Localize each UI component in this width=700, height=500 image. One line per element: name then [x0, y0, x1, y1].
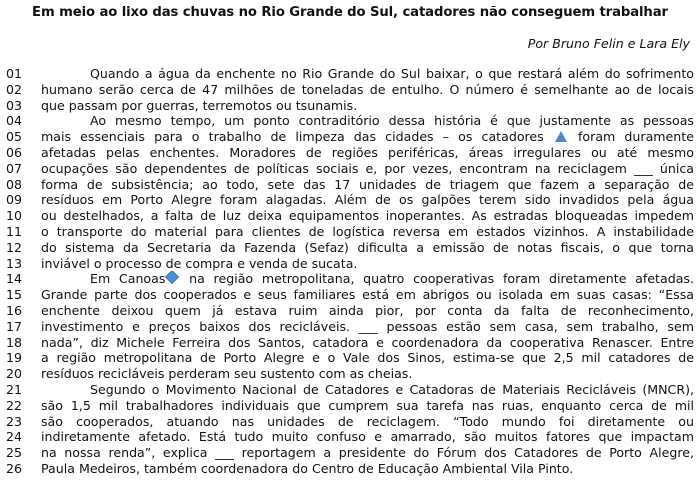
text-line: [0, 66, 700, 82]
line-number: 14: [6, 271, 23, 287]
text-line: [0, 319, 700, 335]
line-number: 09: [6, 192, 23, 208]
text-line: [0, 145, 700, 161]
line-number: 21: [6, 381, 23, 397]
text-line: [0, 177, 700, 193]
line-number: 19: [6, 350, 23, 366]
line-number: 05: [6, 129, 23, 145]
text-line: [0, 461, 700, 477]
line-number: 24: [6, 429, 23, 445]
line-number: 25: [6, 445, 23, 461]
text-line: [0, 398, 700, 414]
line-text: Paula Medeiros, também coordenadora do Centro de Educação Ambiental Vila Pinto.: [41, 460, 574, 476]
text-line: [0, 271, 700, 287]
text-line: [0, 414, 700, 430]
line-text: do sistema da Secretaria da Fazenda (Sefaz) dificulta a emissão de notas fiscais, o que torna: [41, 239, 694, 255]
line-text: inviável o processo de compra e venda de sucata.: [41, 255, 358, 271]
text-line: [0, 224, 700, 240]
line-number: 17: [6, 318, 23, 334]
text-line: [0, 366, 700, 382]
line-number: 20: [6, 366, 23, 382]
line-text: nada”, diz Michele Ferreira dos Santos, catadora e coordenadora da cooperativa Renascer. Entre: [41, 334, 694, 350]
line-text-before: mais essenciais para o trabalho de limpeza das cidades – os catadores: [41, 129, 544, 145]
line-text: indiretamente afetado. Está tudo muito confuso e amarrado, são muitos fatores que impactam: [41, 429, 694, 445]
diamond-icon: [165, 271, 179, 284]
line-text: Ao mesmo tempo, um ponto contraditório dessa história é que justamente as pessoas: [90, 113, 694, 129]
line-text: Quando a água da enchente no Rio Grande do Sul baixar, o que restará além do sofrimento: [90, 66, 694, 81]
article-title: Em meio ao lixo das chuvas no Rio Grande do Sul, catadores não conseguem trabalhar: [32, 5, 668, 20]
line-text: são cooperados, atuando nas unidades de reciclagem. “Todo mundo foi diretamente ou: [41, 413, 694, 429]
line-text: Grande parte dos cooperados e seus familiares está em abrigos ou isolada em suas casas: “Essa: [41, 287, 694, 303]
line-number: 15: [6, 287, 23, 303]
line-number: 26: [6, 460, 23, 476]
text-line: [0, 82, 700, 98]
text-line: [0, 208, 700, 224]
line-number: 04: [6, 113, 23, 129]
line-number: 08: [6, 176, 23, 192]
text-line: [0, 445, 700, 461]
article-body: [0, 66, 700, 477]
line-number: 13: [6, 255, 23, 271]
text-line: [0, 335, 700, 351]
text-line: [0, 240, 700, 256]
line-number: 07: [6, 160, 23, 176]
line-text: afetadas pelas enchentes. Moradores de regiões periféricas, áreas irregulares ou até mesmo: [41, 144, 694, 160]
line-text: são 1,5 mil trabalhadores individuais que cumprem sua tarefa nas ruas, enquanto cerca de mil: [41, 397, 694, 413]
line-number: 12: [6, 239, 23, 255]
line-text: o transporte do material para clientes de logística reversa em estados vizinhos. A instabilidade: [41, 223, 694, 239]
line-number: 11: [6, 223, 23, 239]
line-number: 18: [6, 334, 23, 350]
line-text: forma de subsistência; ao todo, sete das 17 unidades de triagem que fazem a separação de: [41, 176, 694, 192]
line-text-after: na região metropolitana, quatro cooperativas foram diretamente afetadas.: [189, 271, 694, 287]
line-number: 23: [6, 413, 23, 429]
line-number: 03: [6, 97, 23, 113]
line-number: 16: [6, 302, 23, 318]
line-text: ocupações são dependentes de políticas sociais e, por vezes, encontram na reciclagem ___ única: [41, 160, 694, 176]
text-line: [0, 350, 700, 366]
line-text: ou destelhados, a falta de luz deixa equipamentos inoperantes. As estradas bloqueadas impedem: [41, 208, 694, 224]
line-text: [41, 271, 694, 287]
text-line: [0, 256, 700, 272]
text-line: [0, 161, 700, 177]
line-text-before: Em Canoas: [90, 271, 166, 287]
text-line: [0, 382, 700, 398]
line-text: que passam por guerras, terremotos ou tsunamis.: [41, 97, 358, 113]
line-text: enchente deixou quem já estava ruim ainda pior, por conta da falta de reconhecimento,: [41, 302, 694, 318]
article-byline: Por Bruno Felin e Lara Ely: [527, 36, 690, 51]
text-line: [0, 98, 700, 114]
line-number: 02: [6, 81, 23, 97]
triangle-icon: [555, 131, 567, 142]
text-line: [0, 192, 700, 208]
line-text: Segundo o Movimento Nacional de Catadores e Catadoras de Materiais Recicláveis (MNCR),: [90, 381, 694, 397]
text-line: [0, 287, 700, 303]
line-text: na nossa renda”, explica ___ reportagem a presidente do Fórum dos Catadores de Porto Alegre,: [41, 445, 694, 461]
line-number: 06: [6, 144, 23, 160]
line-text: investimento e preços baixos dos recicláveis. ___ pessoas estão sem casa, sem trabalho, sem: [41, 318, 694, 334]
text-line: [0, 303, 700, 319]
line-text: [41, 129, 694, 145]
line-text: resíduos em Porto Alegre foram alagadas. Além de os galpões terem sido invadidos pela água: [41, 192, 694, 208]
line-number: 01: [6, 66, 23, 81]
line-text: a região metropolitana de Porto Alegre e o Vale dos Sinos, estima-se que 2,5 mil catadores de: [41, 350, 694, 366]
line-text: resíduos recicláveis perderam seu sustento com as cheias.: [41, 366, 413, 382]
line-text: humano serão cerca de 47 milhões de toneladas de entulho. O número é semelhante ao de locais: [41, 81, 694, 97]
line-text-after: foram duramente: [578, 129, 694, 145]
text-line: [0, 113, 700, 129]
text-line: [0, 429, 700, 445]
text-line: [0, 129, 700, 145]
line-number: 22: [6, 397, 23, 413]
line-number: 10: [6, 208, 23, 224]
